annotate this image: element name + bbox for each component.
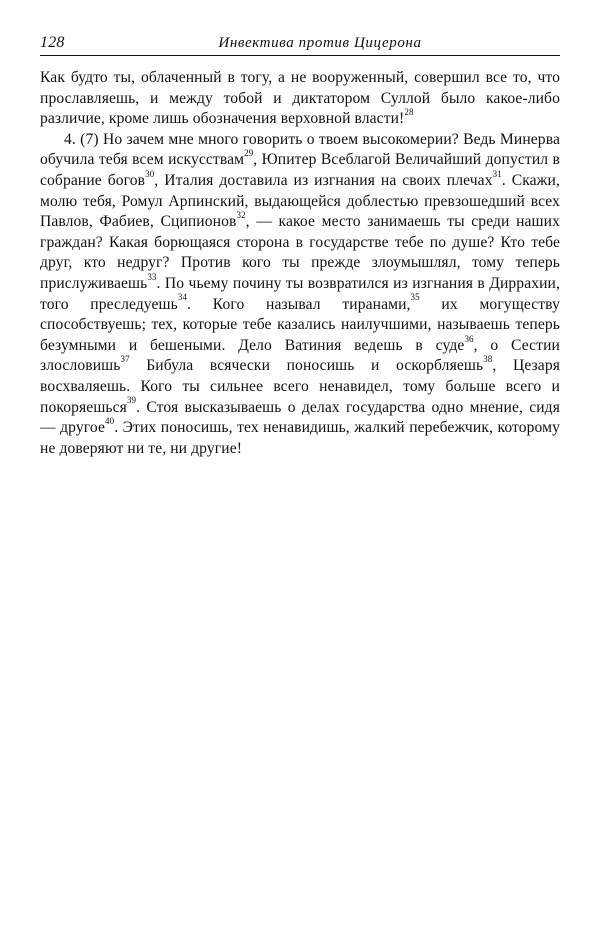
page-number: 128 xyxy=(40,34,65,51)
paragraph-section-4 xyxy=(40,130,560,460)
text-run: . Стоя высказываешь о делах государства одно мнение, сидя — другое xyxy=(40,398,560,437)
footnote-ref-28: 28 xyxy=(404,107,414,117)
section-number: 4. (7) xyxy=(64,130,99,148)
body-text xyxy=(40,68,560,459)
footnote-ref-34: 34 xyxy=(177,292,188,303)
footnote-ref-36: 36 xyxy=(464,333,474,344)
text-run: , Цезаря восхваляешь. Кого ты сильнее всего ненавидел, тому больше всего и покоряешься xyxy=(40,357,560,416)
paragraph-continuation xyxy=(40,68,560,130)
footnote-ref-38: 38 xyxy=(483,354,493,365)
text-run: , о Сестии злословишь xyxy=(40,336,560,375)
text-run: . Этих поносишь, тех ненавидишь, жалкий перебежчик, которому не доверяют ни те, ни другие! xyxy=(40,419,560,457)
footnote-ref-31: 31 xyxy=(492,168,502,179)
text-run: Бибула всячески поносишь и оскорбляешь xyxy=(129,357,484,375)
footnote-ref-33: 33 xyxy=(147,271,157,282)
text-run: их могуществу способствуешь; тех, которые тебе казались наилучшими, называешь теперь безумными и бешеными. Дело Ватиния ведешь в суде xyxy=(40,295,560,354)
text-run: , Италия доставила из изгнания на своих плечах xyxy=(154,171,493,189)
text-run: . Скажи, молю тебя, Ромул Арпинский, выдающейся доблестью превзошедший всех Павлов, Фабиев, Сципионов xyxy=(40,171,560,231)
footnote-ref-35: 35 xyxy=(410,292,420,303)
running-header xyxy=(40,34,560,56)
text-run: , Юпитер Всеблагой Величайший допустил в собрание богов xyxy=(40,151,560,189)
footnote-ref-29: 29 xyxy=(244,148,254,159)
footnote-ref-32: 32 xyxy=(236,209,246,220)
text-run: Но зачем мне много говорить о твоем высокомерии? Ведь Минерва обучила тебя всем искусствам xyxy=(40,130,560,169)
footnote-ref-30: 30 xyxy=(145,168,155,179)
text-run: , — какое место занимаешь ты среди наших граждан? Какая борющаяся сторона в государстве тебе по душе? Кто тебе друг, кто недруг? Против кого ты прежде злоумышлял, тому теперь прислуживаешь xyxy=(40,213,561,292)
footnote-ref-37: 37 xyxy=(120,354,130,365)
book-page xyxy=(40,34,560,459)
footnote-ref-40: 40 xyxy=(105,415,115,426)
footnote-ref-39: 39 xyxy=(126,395,137,406)
text-run: . По чьему почину ты возвратился из изгнания в Диррахии, того преследуешь xyxy=(40,274,560,313)
text-run: . Кого называл тиранами, xyxy=(187,295,411,313)
running-title: Инвектива против Цицерона xyxy=(218,35,422,51)
text-run: Как будто ты, облаченный в тогу, а не вооруженный, совершил все то, что прославляешь, и между тобой и диктатором Суллой было какое-либо различие, кроме лишь обозначения верховной власти! xyxy=(40,69,560,128)
